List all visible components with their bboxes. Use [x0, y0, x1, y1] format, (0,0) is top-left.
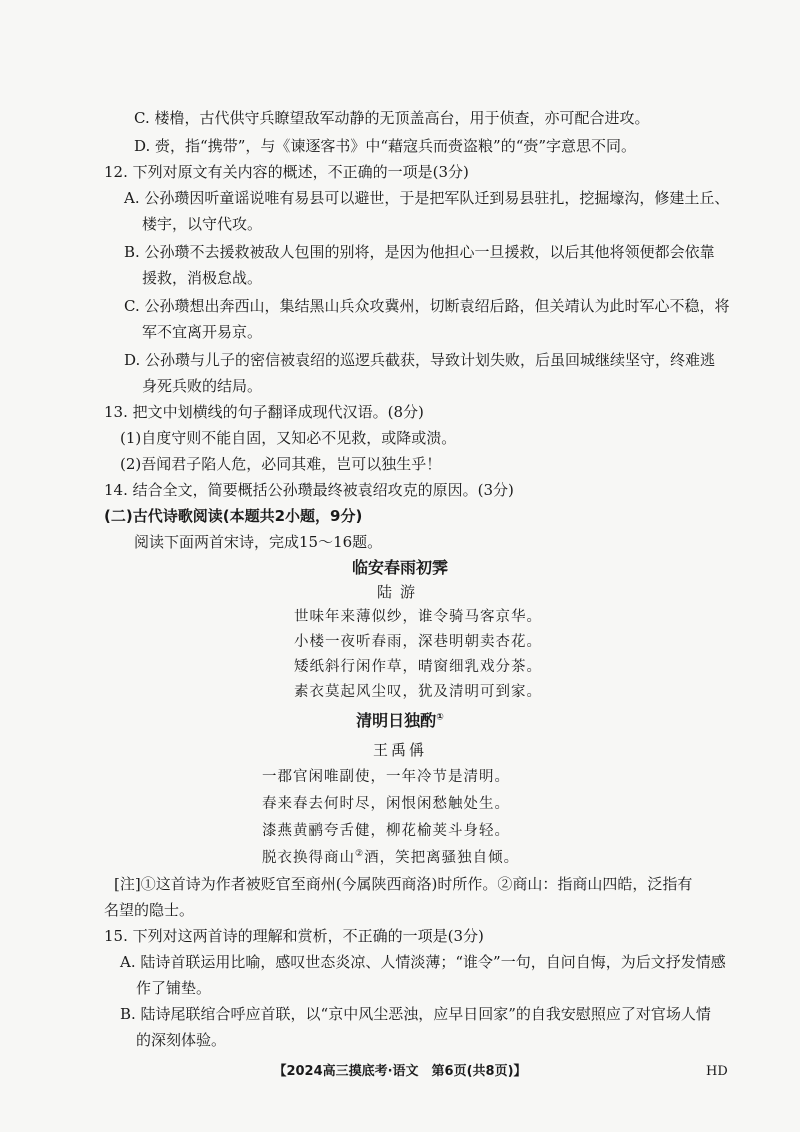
poem2-line-4 [262, 848, 519, 868]
poem1-author: 陆游 [376, 583, 423, 601]
q13-stem: 13. 把文中划横线的句子翻译成现代汉语。(8分) [104, 403, 424, 421]
poem2-line-4-footnote-mark: ② [355, 849, 365, 860]
q12-option-c-line2: 军不宜离开易京。 [142, 323, 263, 341]
poem2-author: 王禹偁 [372, 741, 427, 759]
poem2-title-text: 清明日独酌 [356, 711, 437, 730]
section2-heading: (二)古代诗歌阅读(本题共2小题，9分) [104, 507, 363, 525]
q15-option-a-line2: 作了铺垫。 [136, 979, 212, 997]
poem2-line-2: 春来春去何时尽，闲恨闲愁触处生。 [262, 796, 510, 812]
q15-option-b-line2: 的深刻体验。 [136, 1031, 227, 1049]
poem2-line-3: 漆燕黄鹂夸舌健，柳花榆荚斗身轻。 [262, 823, 510, 839]
note-line-1: [注]①这首诗为作者被贬官至商州(今属陕西商洛)时所作。②商山：指商山四皓，泛指有 [114, 875, 693, 893]
q13-sentence-2: (2)吾闻君子陷人危，必同其难，岂可以独生乎！ [120, 455, 442, 473]
footer-code: HD [706, 1064, 728, 1079]
q13-sentence-1: (1)自度守则不能自固，又知必不见救，或降或溃。 [120, 429, 457, 447]
q12-option-d-line2: 身死兵败的结局。 [142, 377, 263, 395]
q12-option-b-line1: B. 公孙瓒不去援救被敌人包围的别将，是因为他担心一旦援救，以后其他将领便都会依靠 [124, 243, 715, 261]
q12-option-d-line1: D. 公孙瓒与儿子的密信被袁绍的巡逻兵截获，导致计划失败，后虽回城继续坚守，终难逃 [124, 351, 716, 369]
poem2-title-footnote-mark: ① [436, 712, 444, 723]
q15-option-a-line1: A. 陆诗首联运用比喻，感叹世态炎凉、人情淡薄；“谁令”一句，自问自悔，为后文抒发情感 [120, 953, 726, 971]
poem1-line-1: 世味年来薄似纱，谁令骑马客京华。 [294, 609, 542, 625]
poem2-line-1: 一郡官闲唯副使，一年冷节是清明。 [262, 769, 510, 785]
q12-option-c-line1: C. 公孙瓒想出奔西山，集结黑山兵众攻冀州，切断袁绍后路，但关靖认为此时军心不稳，将 [124, 297, 730, 315]
note-line-2: 名望的隐士。 [104, 901, 195, 919]
q11-option-c: C. 楼橹，古代供守兵瞭望敌军动静的无顶盖高台，用于侦查，亦可配合进攻。 [134, 109, 650, 127]
section2-intro: 阅读下面两首宋诗，完成15～16题。 [134, 533, 383, 551]
q12-option-a-line2: 楼宇，以守代攻。 [142, 215, 263, 233]
poem1-title: 临安春雨初霁 [351, 558, 448, 577]
q12-option-b-line2: 援救，消极怠战。 [142, 269, 263, 287]
poem2-line-4-part-b: 酒，笑把离骚独自倾。 [364, 850, 520, 866]
poem2-line-4-part-a: 脱衣换得商山 [262, 850, 355, 866]
q12-option-a-line1: A. 公孙瓒因听童谣说唯有易县可以避世，于是把军队迁到易县驻扎，挖掘壕沟，修建土丘、 [124, 189, 730, 207]
q14-stem: 14. 结合全文，简要概括公孙瓒最终被袁绍攻克的原因。(3分) [104, 481, 514, 499]
q15-option-b-line1: B. 陆诗尾联绾合呼应首联，以“京中风尘恶浊，应早日回家”的自我安慰照应了对官场人情 [120, 1005, 711, 1023]
poem1-line-2: 小楼一夜听春雨，深巷明朝卖杏花。 [294, 634, 542, 650]
q11-option-d: D. 赍，指“携带”，与《谏逐客书》中“藉寇兵而赍盗粮”的“赍”字意思不同。 [134, 137, 637, 155]
poem1-line-4: 素衣莫起风尘叹，犹及清明可到家。 [294, 684, 542, 700]
page-footer: 【2024高三摸底考·语文 第6页(共8页)】 [273, 1064, 527, 1079]
poem1-line-3: 矮纸斜行闲作草，晴窗细乳戏分茶。 [294, 659, 542, 675]
poem2-title [0, 711, 800, 731]
q15-stem: 15. 下列对这两首诗的理解和赏析，不正确的一项是(3分) [104, 927, 484, 945]
q12-stem: 12. 下列对原文有关内容的概述，不正确的一项是(3分) [104, 163, 469, 181]
